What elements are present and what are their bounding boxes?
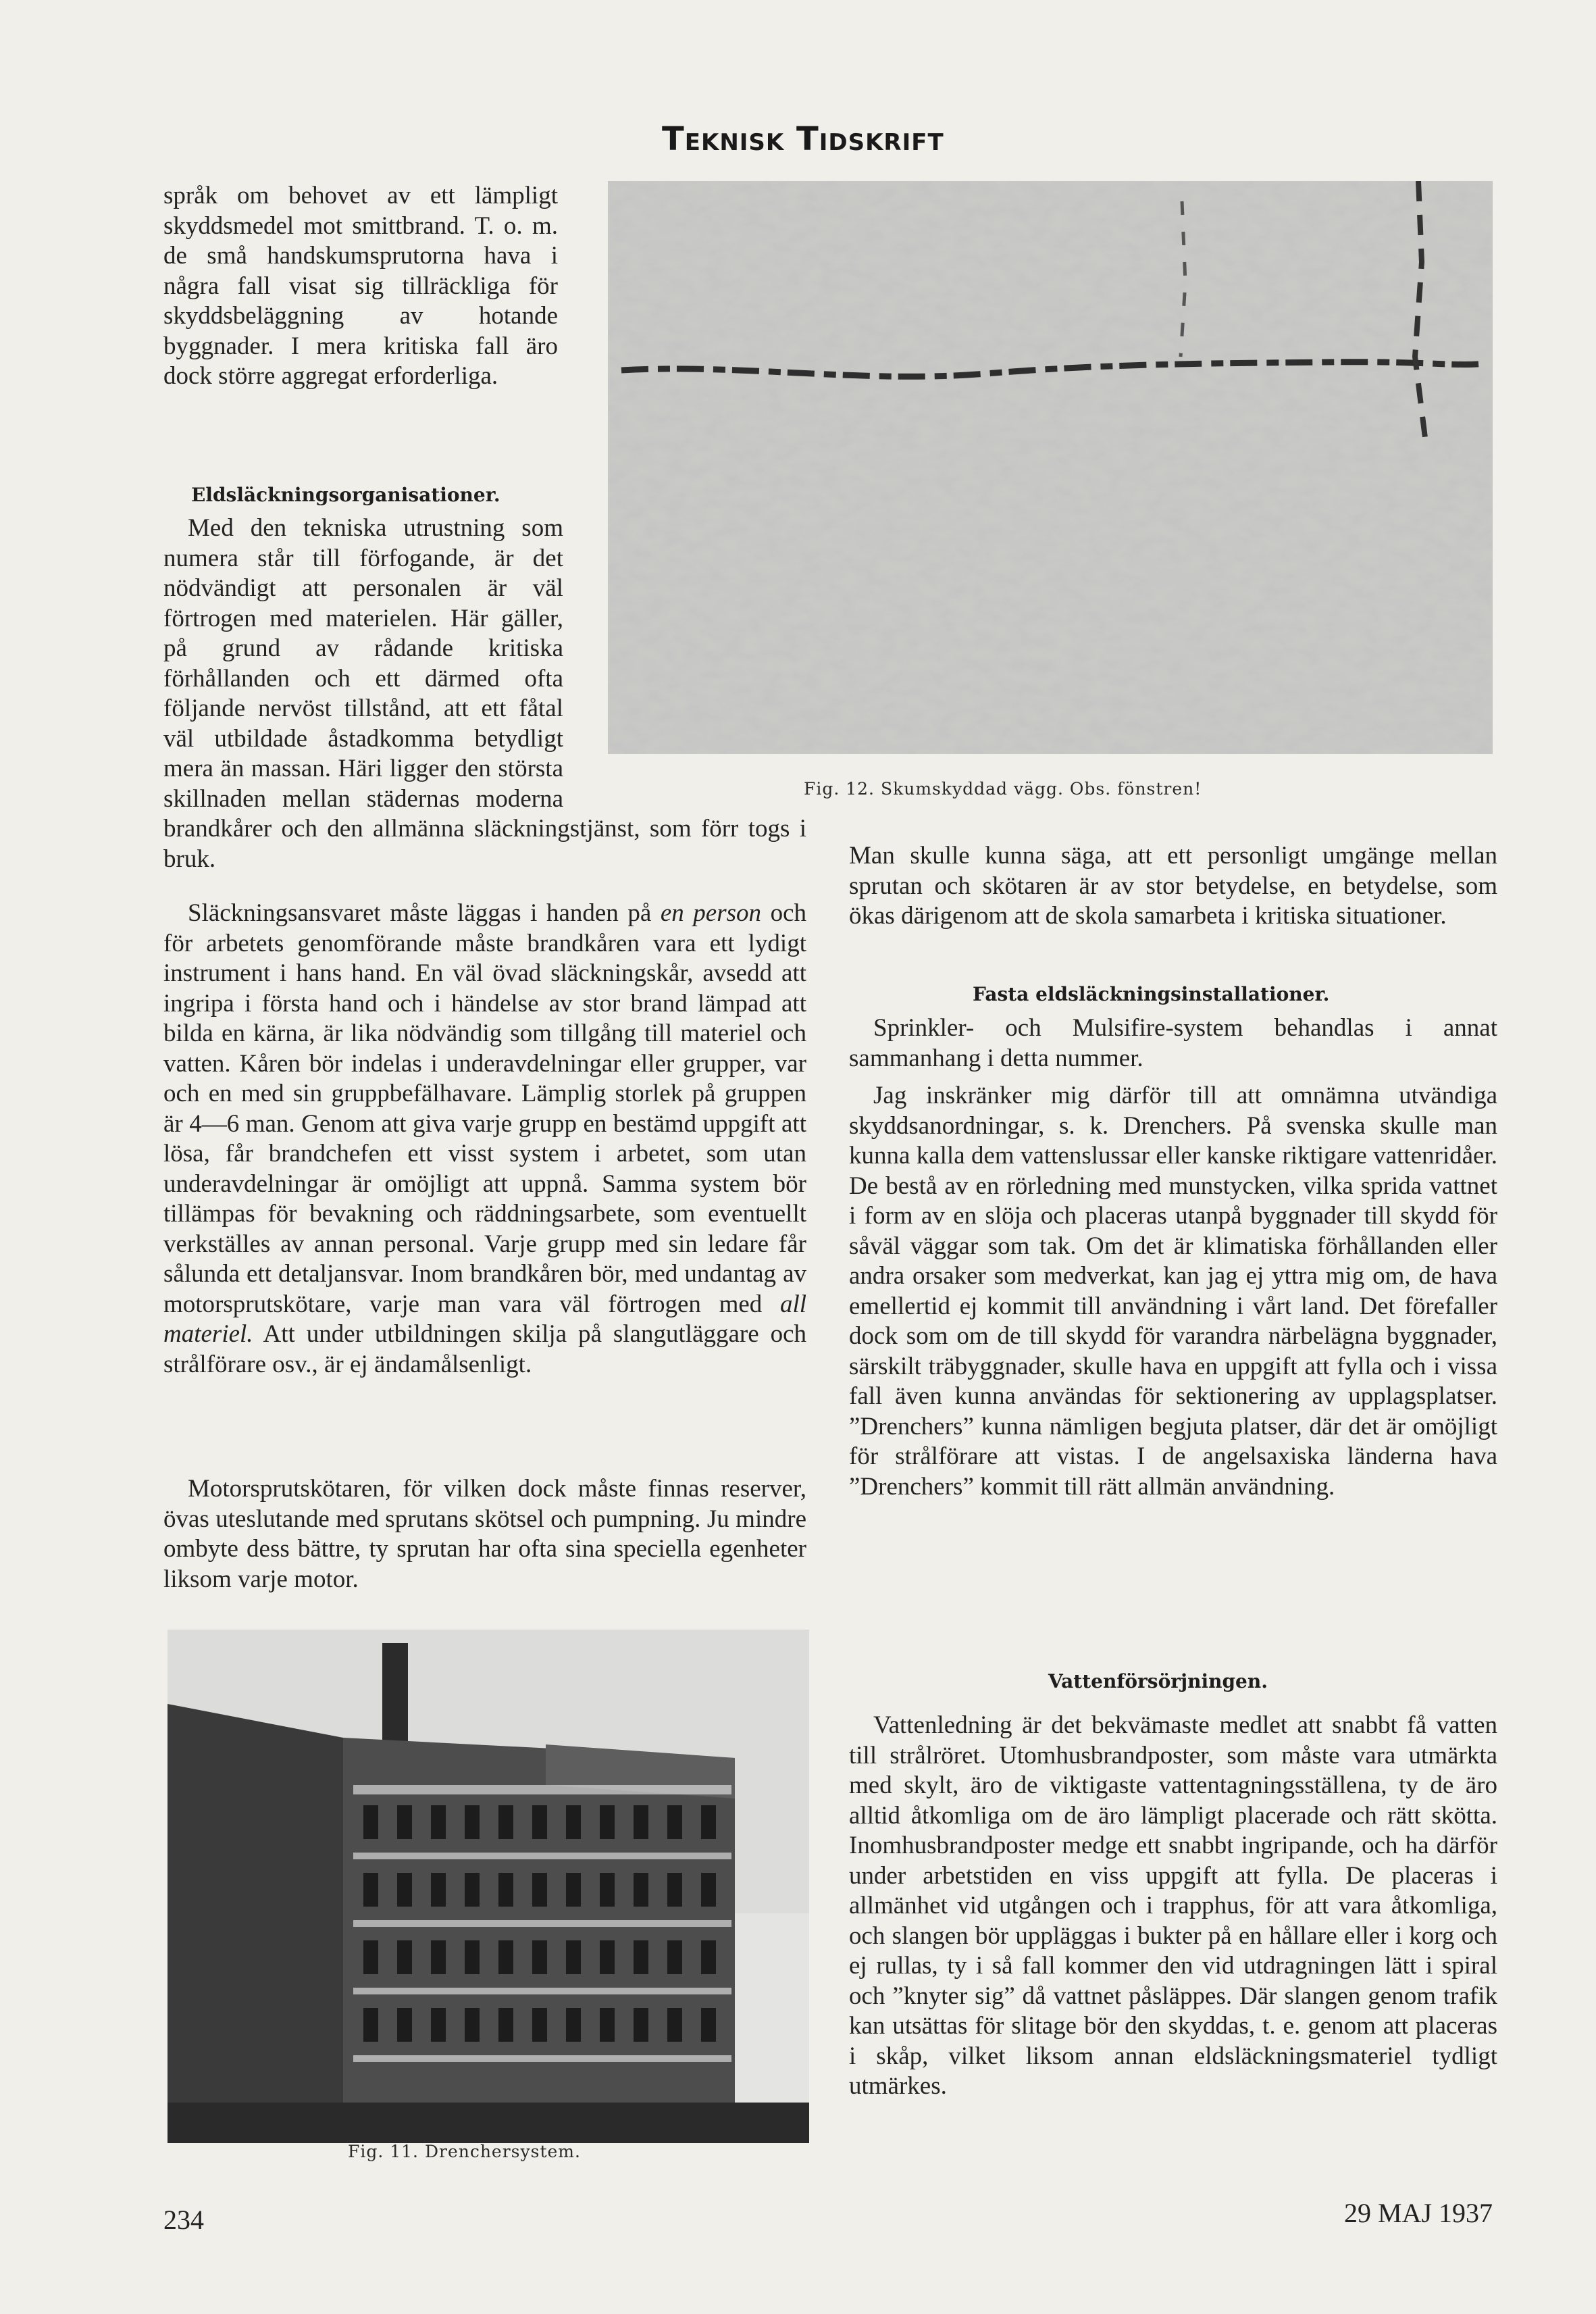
page-number: 234 [163, 2205, 204, 2235]
p2-emphasis-all-materiel: all materiel. [163, 1290, 806, 1348]
figure-12-wrap-spacer [563, 513, 806, 814]
paragraph-motorspruta: Motorsprutskötaren, för vilken dock måste finnas reserver, övas uteslutande med sprutans skötsel och pumpning. Ju mindre ombyte dess bättre, ty sprutan har ofta sina speciella egenheter liksom varje motor. [163, 1475, 806, 1593]
intro-paragraph: språk om behovet av ett lämpligt skyddsmedel mot smittbrand. T. o. m. de små handskumsprutorna hava i några fall visat sig tillräckliga för skyddsbeläggning av hotande byggnader. I mera kritiska fall äro dock större aggregat erforderliga. [163, 182, 558, 390]
paragraph-drenchers: Jag inskränker mig därför till att omnämna utvändiga skyddsanordningar, s. k. Drenchers. På svenska skulle man kunna kalla dem vattenslussar eller kanske riktigare vattenridåer. De bestå av en rörledning med munstycken, vilka sprida vattnet i form av en slöja och placeras utanpå byggnader till skydd för såväl väggar som tak. Om det är klimatiska förhållanden eller andra orsaker som medverkat, kan jag ej yttra mig om, de hava emellertid ej kommit till användning i vårt land. Det förefaller dock som om de till skydd för varandra närbelägna byggnader, särskilt träbyggnader, skulle hava en uppgift att fylla och i vissa fall även kunna användas för sektionering av upplagsplatser. ”Drenchers” kunna nämligen begjuta platser, där det är omöjligt för strålförare att vistas. I de angelsaxiska länderna hava ”Drenchers” kommit till rätt allmän användning. [849, 1082, 1497, 1501]
p2-emphasis-en-person: en person [660, 899, 762, 927]
figure-12-caption: Fig. 12. Skumskyddad vägg. Obs. fönstren! [804, 779, 1202, 799]
p2-text-b: och för arbetets genomförande måste brandkåren vara ett lydigt instrument i hans hand. En väl övad släckningskår, avsedd att ingripa i första hand och i händelse av stor brand lämpad att bilda en kärna, är lika nödvändig som tillgång till materiel och vatten. Kåren bör indelas i underavdelningar eller grupper, var och en med sin gruppbefälhavare. Lämplig storlek på gruppen är 4—6 man. Genom att giva varje grupp en bestämd uppgift att lösa, får brandchefen ett visst system i arbetet, som utan underavdelningar är omöjligt att uppnå. Samma system bör tillämpas för bevakning och räddningsarbete, som eventuellt verkställes av annan personal. Varje grupp med sin ledare får sålunda ett detaljansvar. Inom brandkåren bör, med undantag av motorsprutskötare, varje man vara väl förtrogen med [163, 899, 806, 1318]
heading-vattenforsorjningen: Vattenförsörjningen. [1048, 1670, 1268, 1692]
paragraph-organisation-1 [163, 513, 806, 874]
heading-eldslackningsorganisationer: Eldsläckningsorganisationer. [191, 484, 500, 506]
paragraph-personligt-umgange: Man skulle kunna säga, att ett personligt umgänge mellan sprutan och skötaren är av stor betydelse, en betydelse, som ökas därigenom att de skola samarbeta i kritiska situationer. [849, 842, 1497, 930]
p2-text-c: Att under utbildningen skilja på slangutläggare och strålförare osv., är ej ändamålsenligt. [163, 1320, 806, 1378]
p2-text-a: Släckningsansvaret måste läggas i handen på [188, 899, 661, 927]
paragraph-organisation-2 [163, 899, 806, 1380]
figure-11-caption: Fig. 11. Drenchersystem. [348, 2142, 581, 2161]
paragraph-organisation-1-text: Med den tekniska utrustning som numera står till förfogande, är det nödvändigt att personalen är väl förtrogen med materielen. Här gäller, på grund av rådande kritiska förhållanden och ett därmed ofta följande nervöst tillstånd, att ett fåtal väl utbildade åstadkomma betydligt mera än massan. Häri ligger den största skillnaden mellan städernas moderna brandkårer och den allmänna släckningstjänst, som förr togs i bruk. [163, 514, 806, 873]
figure-11-photo [168, 1630, 809, 2143]
paragraph-sprinkler: Sprinkler- och Mulsifire-system behandlas i annat sammanhang i detta nummer. [849, 1014, 1497, 1072]
journal-title: Teknisk Tidskrift [662, 120, 944, 158]
paragraph-vattenforsorjning: Vattenledning är det bekvämaste medlet att snabbt få vatten till strålröret. Utomhusbrandposter, som måste vara utmärkta med skylt, äro de viktigaste vattentagningsställena, ty de äro alltid åtkomliga om de äro lämpligt placerade och rätt skötta. Inomhusbrandposter medge ett snabbt ingripande, och ha därför under arbetstiden en viss uppgift att fylla. De placeras i allmänhet vid utgången och i trapphus, för att vara åtkomliga, och slangen bör uppläggas i bukter på en hållare eller i korg och ej rullas, ty i så fall kommer den vid utdragningen lätt i spiral och ”knyter sig” då vattnet påsläppes. Där slangen genom trafik kan utsättas för slitage bör den skyddas, t. e. genom att placeras i skåp, vilket liksom annan eldsläckningsmateriel tydligt utmärkes. [849, 1711, 1497, 2100]
heading-fasta-installationer: Fasta eldsläckningsinstallationer. [973, 983, 1330, 1005]
drencher-building-image [168, 1630, 809, 2143]
issue-date: 29 MAJ 1937 [1344, 2198, 1493, 2228]
